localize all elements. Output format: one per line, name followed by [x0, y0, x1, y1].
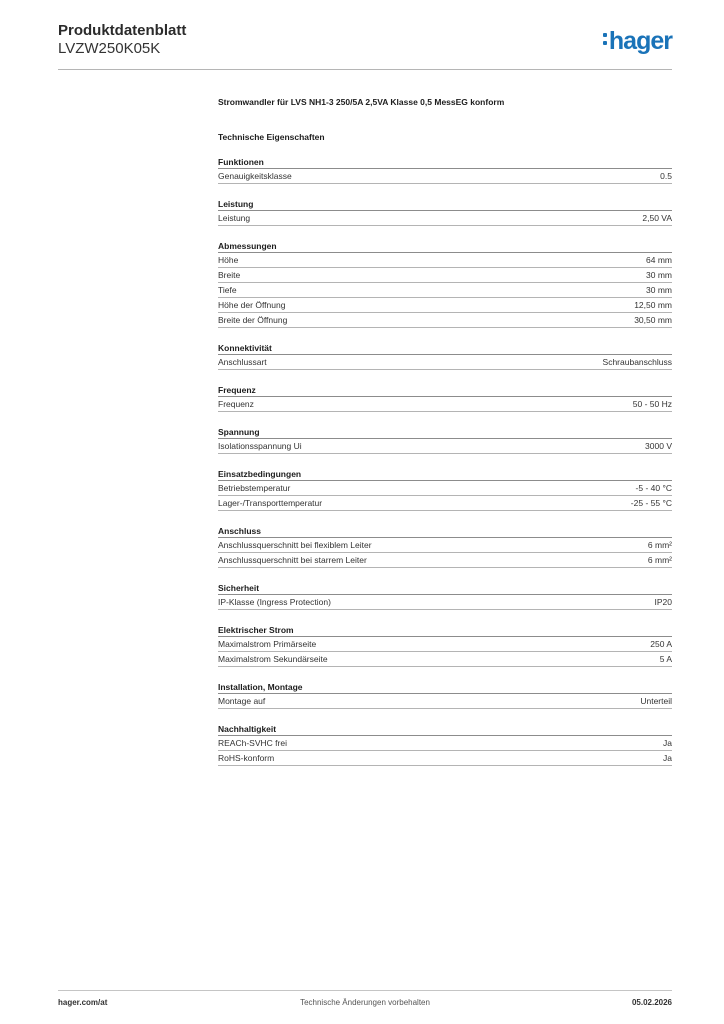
property-group — [218, 384, 672, 412]
property-label: Lager-/Transporttemperatur — [218, 498, 323, 508]
group-title: Konnektivität — [218, 342, 672, 355]
group-title: Leistung — [218, 198, 672, 211]
property-value: Schraubanschluss — [602, 357, 672, 367]
property-value: 6 mm² — [647, 540, 672, 550]
footer-website[interactable]: hager.com/at — [58, 998, 108, 1007]
property-label: Anschlussquerschnitt bei flexiblem Leiter — [218, 540, 372, 550]
group-title: Sicherheit — [218, 582, 672, 595]
property-value: -25 - 55 °C — [630, 498, 672, 508]
property-value: 64 mm — [646, 255, 672, 265]
property-row — [218, 595, 672, 610]
property-value: 0.5 — [660, 171, 672, 181]
property-label: Leistung — [218, 213, 251, 223]
property-value: IP20 — [654, 597, 672, 607]
property-row — [218, 736, 672, 751]
property-value: 5 A — [659, 654, 672, 664]
property-group — [218, 240, 672, 328]
property-label: Breite der Öffnung — [218, 315, 288, 325]
property-value: 3000 V — [645, 441, 672, 451]
property-label: Frequenz — [218, 399, 254, 409]
property-group — [218, 468, 672, 511]
group-title: Elektrischer Strom — [218, 624, 672, 637]
property-group — [218, 342, 672, 370]
property-label: Tiefe — [218, 285, 237, 295]
property-label: RoHS-konform — [218, 753, 275, 763]
header-divider — [58, 69, 672, 70]
property-row — [218, 637, 672, 652]
property-row — [218, 397, 672, 412]
property-value: Ja — [663, 753, 672, 763]
property-row — [218, 313, 672, 328]
section-heading: Technische Eigenschaften — [218, 132, 325, 142]
property-row — [218, 439, 672, 454]
property-group — [218, 525, 672, 568]
property-row — [218, 283, 672, 298]
property-group — [218, 156, 672, 184]
logo-dots-icon — [603, 33, 607, 49]
group-title: Nachhaltigkeit — [218, 723, 672, 736]
property-row — [218, 355, 672, 370]
property-row — [218, 298, 672, 313]
document-header — [58, 22, 672, 69]
property-value: 30 mm — [646, 285, 672, 295]
property-label: Betriebstemperatur — [218, 483, 291, 493]
property-label: IP-Klasse (Ingress Protection) — [218, 597, 331, 607]
footer-note: Technische Änderungen vorbehalten — [300, 998, 430, 1007]
group-title: Abmessungen — [218, 240, 672, 253]
property-row — [218, 169, 672, 184]
footer-divider — [58, 990, 672, 991]
property-row — [218, 751, 672, 766]
datasheet-content — [218, 96, 672, 766]
property-row — [218, 211, 672, 226]
property-group — [218, 681, 672, 709]
product-title: Stromwandler für LVS NH1-3 250/5A 2,5VA Klasse 0,5 MessEG konform — [218, 97, 505, 107]
property-group — [218, 624, 672, 667]
property-row — [218, 268, 672, 283]
property-groups — [218, 156, 672, 766]
group-title: Funktionen — [218, 156, 672, 169]
property-row — [218, 694, 672, 709]
property-row — [218, 253, 672, 268]
property-group — [218, 723, 672, 766]
footer-date: 05.02.2026 — [631, 998, 672, 1007]
property-value: 12,50 mm — [634, 300, 672, 310]
property-label: Montage auf — [218, 696, 266, 706]
property-label: Maximalstrom Primärseite — [218, 639, 317, 649]
property-label: Genauigkeitsklasse — [218, 171, 292, 181]
property-value: 50 - 50 Hz — [632, 399, 672, 409]
property-value: -5 - 40 °C — [635, 483, 672, 493]
property-label: Isolationsspannung Ui — [218, 441, 302, 451]
property-row — [218, 553, 672, 568]
document-title: Produktdatenblatt — [58, 22, 187, 39]
property-group — [218, 426, 672, 454]
property-row — [218, 538, 672, 553]
property-group — [218, 582, 672, 610]
property-value: Ja — [663, 738, 672, 748]
property-value: 30 mm — [646, 270, 672, 280]
property-label: REACh-SVHC frei — [218, 738, 287, 748]
property-value: 6 mm² — [647, 555, 672, 565]
hager-logo — [603, 27, 672, 56]
property-value: 30,50 mm — [634, 315, 672, 325]
property-row — [218, 652, 672, 667]
group-title: Frequenz — [218, 384, 672, 397]
property-label: Anschlussart — [218, 357, 267, 367]
property-row — [218, 481, 672, 496]
property-value: Unterteil — [640, 696, 672, 706]
property-value: 250 A — [650, 639, 672, 649]
group-title: Spannung — [218, 426, 672, 439]
group-title: Einsatzbedingungen — [218, 468, 672, 481]
property-label: Maximalstrom Sekundärseite — [218, 654, 328, 664]
property-label: Anschlussquerschnitt bei starrem Leiter — [218, 555, 367, 565]
property-value: 2,50 VA — [642, 213, 672, 223]
logo-text: hager — [608, 27, 672, 55]
property-row — [218, 496, 672, 511]
group-title: Installation, Montage — [218, 681, 672, 694]
product-code: LVZW250K05K — [58, 40, 161, 57]
property-label: Breite — [218, 270, 241, 280]
group-title: Anschluss — [218, 525, 672, 538]
property-label: Höhe der Öffnung — [218, 300, 286, 310]
property-group — [218, 198, 672, 226]
property-label: Höhe — [218, 255, 239, 265]
